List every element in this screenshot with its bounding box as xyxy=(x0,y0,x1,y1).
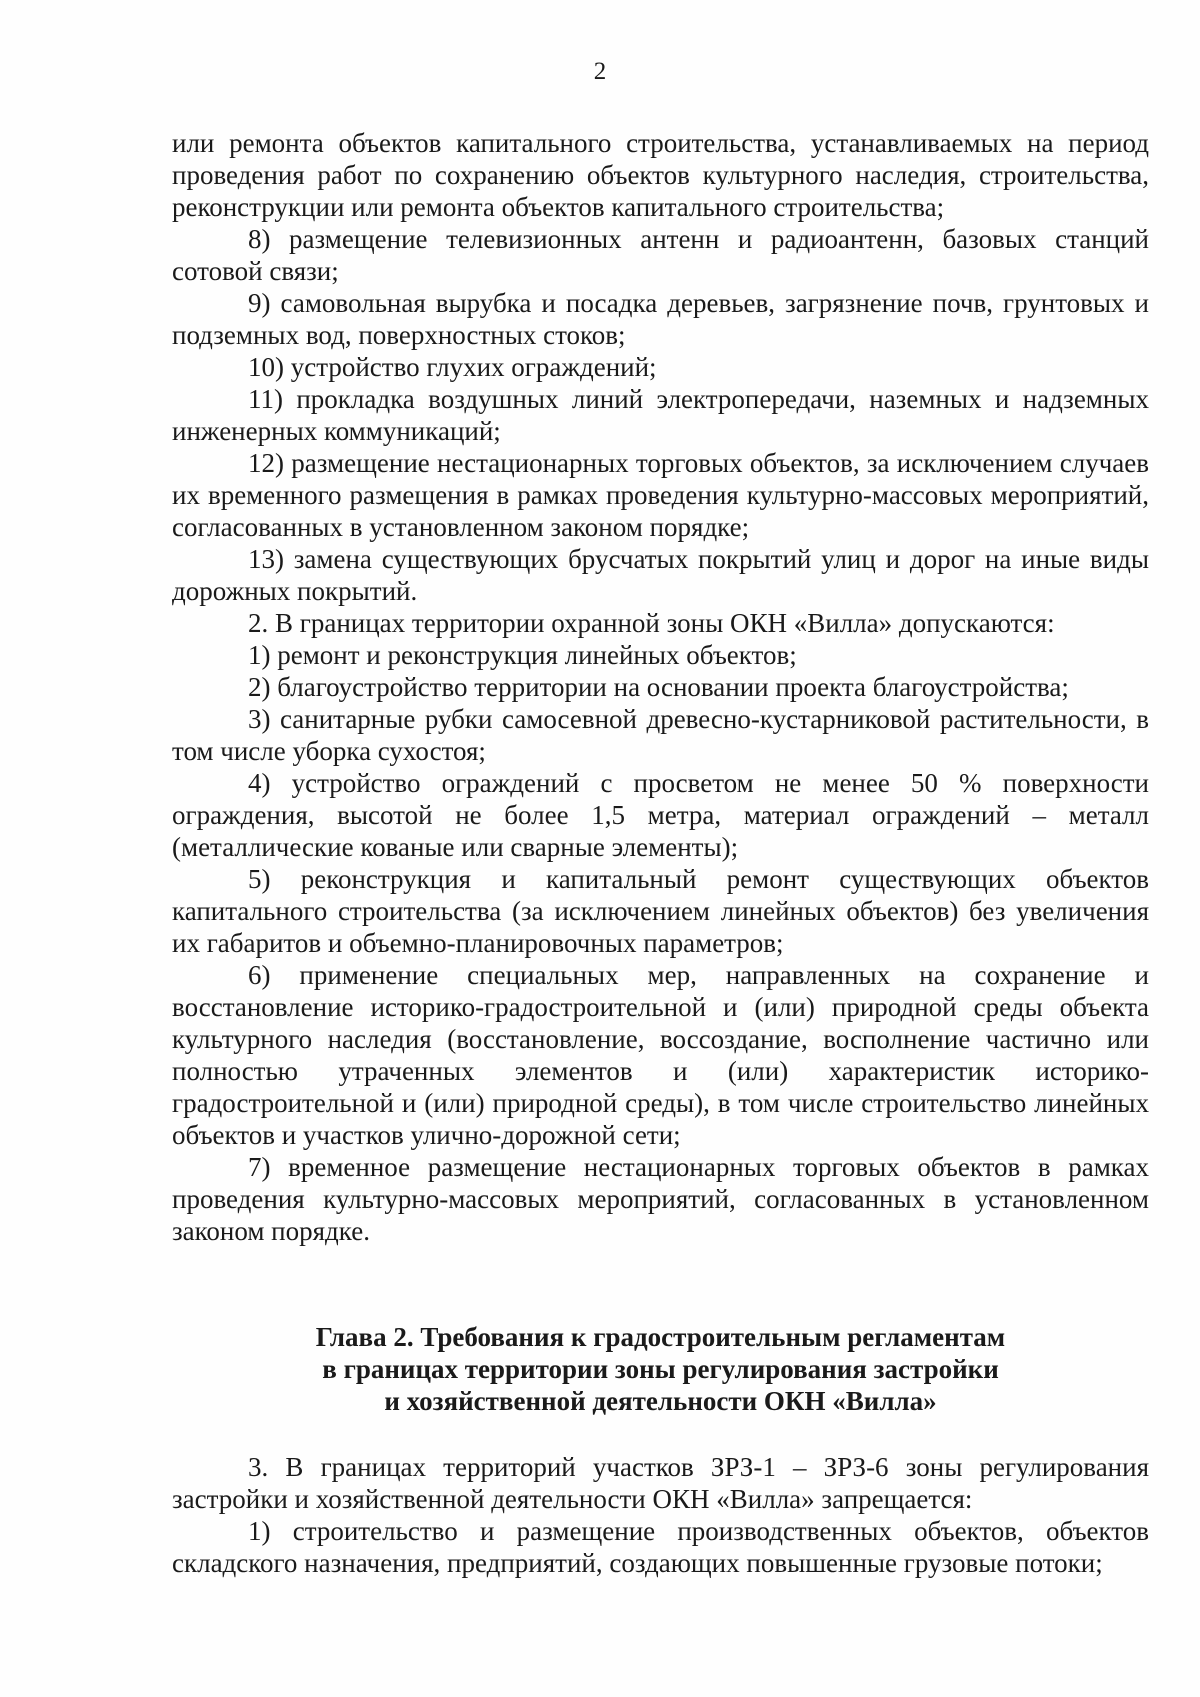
paragraph-allowed-4: 4) устройство ограждений с просветом не менее 50 % поверхности ограждения, высотой не более 1,5 метра, материал ограждений – металл (металлические кованые или сварные элементы); xyxy=(172,768,1149,862)
paragraph-allowed-3: 3) санитарные рубки самосевной древесно-кустарниковой растительности, в том числе уборка сухостоя; xyxy=(172,704,1149,766)
paragraph-item-9: 9) самовольная вырубка и посадка деревьев, загрязнение почв, грунтовых и подземных вод, поверхностных стоков; xyxy=(172,288,1149,350)
paragraph-allowed-5: 5) реконструкция и капитальный ремонт существующих объектов капитального строительства (за исключением линейных объектов) без увеличения их габаритов и объемно-планировочных параметров; xyxy=(172,864,1149,958)
paragraph-section-2: 2. В границах территории охранной зоны ОКН «Вилла» допускаются: xyxy=(248,608,1055,638)
chapter-heading-line: и хозяйственной деятельности ОКН «Вилла» xyxy=(384,1386,937,1416)
paragraph-allowed-1: 1) ремонт и реконструкция линейных объектов; xyxy=(248,640,797,670)
paragraph-section-3: 3. В границах территорий участков ЗРЗ-1 – ЗРЗ-6 зоны регулирования застройки и хозяйственной деятельности ОКН «Вилла» запрещается: xyxy=(172,1452,1149,1514)
paragraph-continuation: или ремонта объектов капитального строительства, устанавливаемых на период проведения работ по сохранению объектов культурного наследия, строительства, реконструкции или ремонта объектов капитального строительства; xyxy=(172,128,1149,222)
chapter-heading-line: в границах территории зоны регулирования застройки xyxy=(322,1354,999,1384)
paragraph-item-10: 10) устройство глухих ограждений; xyxy=(248,352,657,382)
paragraph-item-11: 11) прокладка воздушных линий электропередачи, наземных и надземных инженерных коммуникаций; xyxy=(172,384,1149,446)
chapter-heading xyxy=(172,1321,1149,1417)
body-text-section xyxy=(172,127,1149,1247)
chapter-heading-line: Глава 2. Требования к градостроительным регламентам xyxy=(315,1322,1006,1352)
paragraph-allowed-2: 2) благоустройство территории на основании проекта благоустройства; xyxy=(248,672,1069,702)
paragraph-allowed-7: 7) временное размещение нестационарных торговых объектов в рамках проведения культурно-массовых мероприятий, согласованных в установленном законом порядке. xyxy=(172,1152,1149,1246)
body-text-section-2 xyxy=(172,1451,1149,1579)
page-number: 2 xyxy=(593,58,607,85)
paragraph-item-13: 13) замена существующих брусчатых покрытий улиц и дорог на иные виды дорожных покрытий. xyxy=(172,544,1149,606)
paragraph-allowed-6: 6) применение специальных мер, направленных на сохранение и восстановление историко-градостроительной и (или) природной среды объекта культурного наследия (восстановление, воссоздание, восполнение частично или полностью утраченных элементов и (или) характеристик историко-градостроительной и (или) природной среды), в том числе строительство линейных объектов и участков улично-дорожной сети; xyxy=(172,960,1149,1150)
paragraph-prohibited-1: 1) строительство и размещение производственных объектов, объектов складского назначения, предприятий, создающих повышенные грузовые потоки; xyxy=(172,1516,1149,1578)
paragraph-item-8: 8) размещение телевизионных антенн и радиоантенн, базовых станций сотовой связи; xyxy=(172,224,1149,286)
paragraph-item-12: 12) размещение нестационарных торговых объектов, за исключением случаев их временного размещения в рамках проведения культурно-массовых мероприятий, согласованных в установленном законом порядке; xyxy=(172,448,1149,542)
